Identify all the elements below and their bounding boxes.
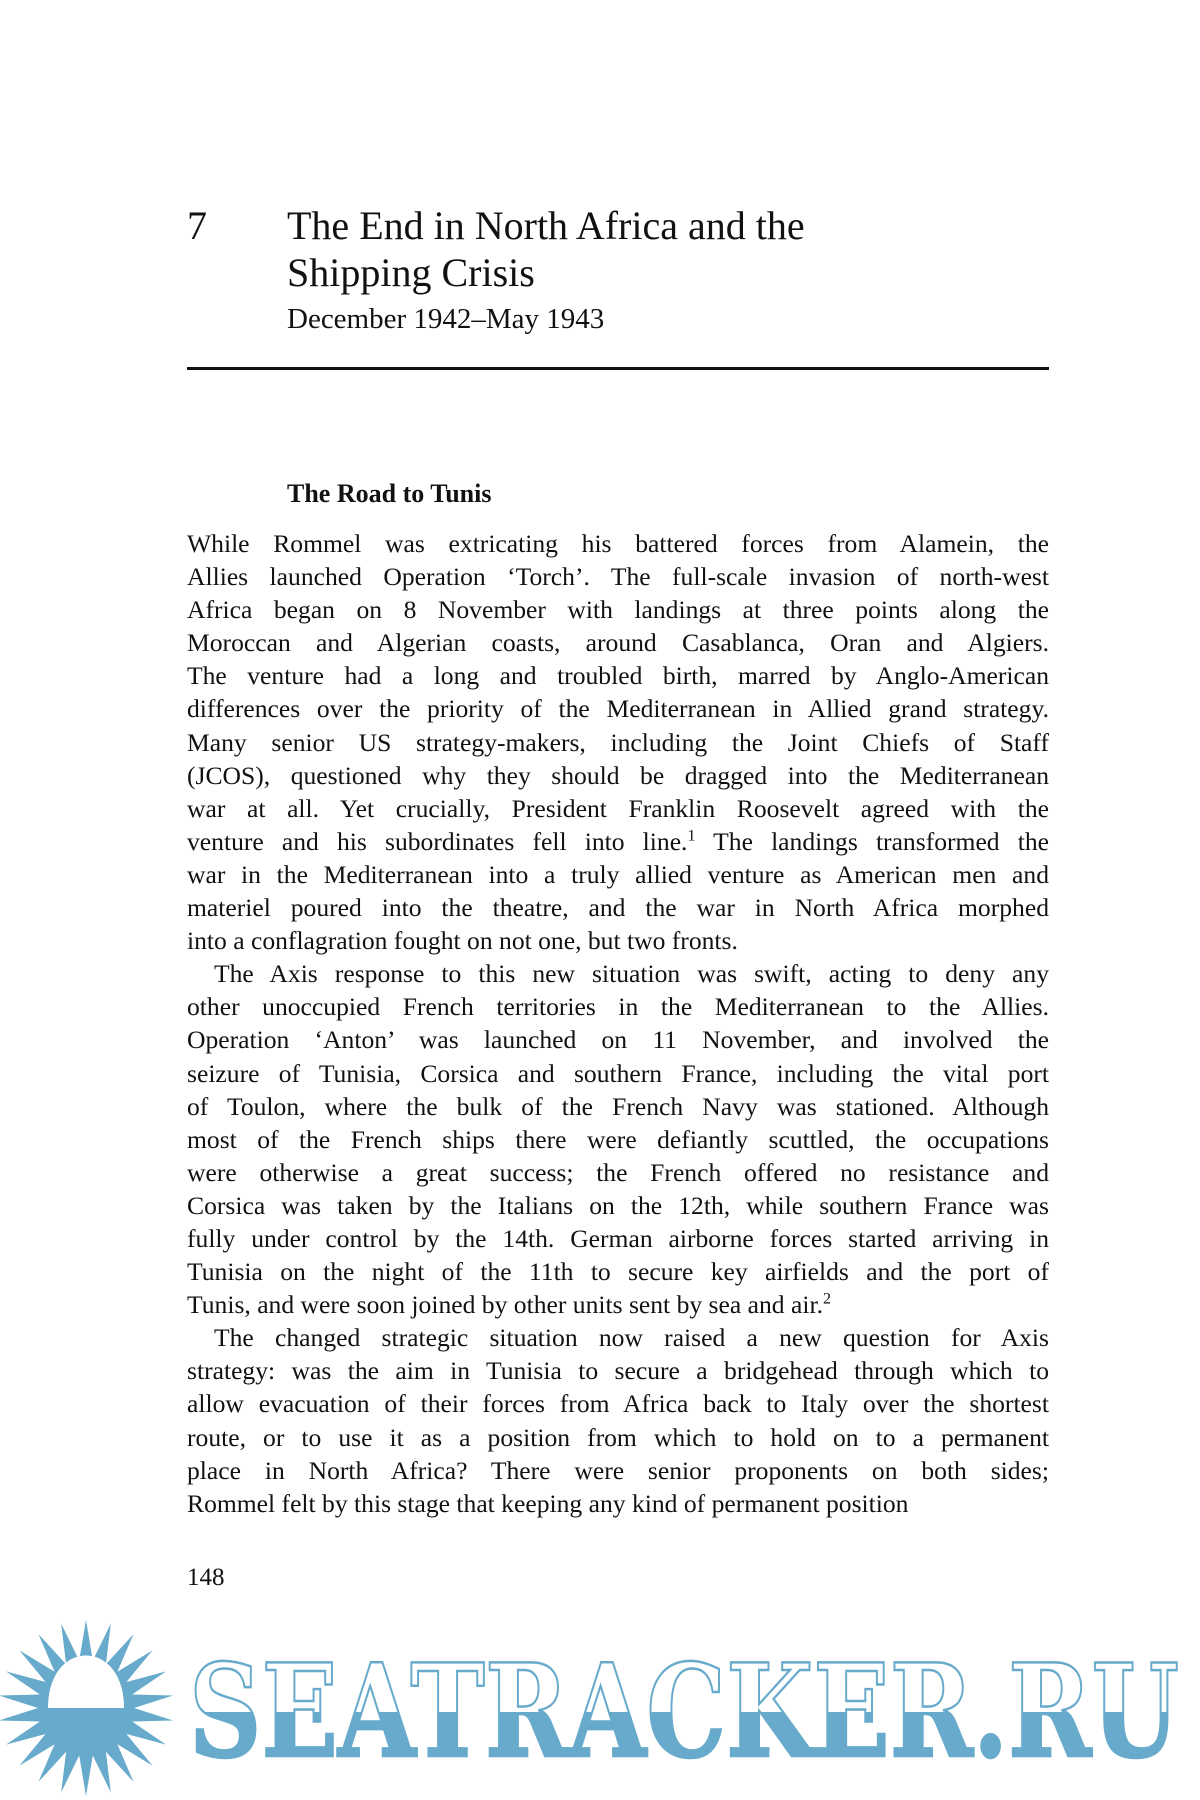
text-line: The changed strategic situation now raised a new question for Axis (214, 1323, 1049, 1353)
text-line: war at all. Yet crucially, President Franklin Roosevelt agreed with the (187, 793, 1049, 823)
text-line: place in North Africa? There were senior proponents on both sides; (187, 1455, 1049, 1485)
text-line: allow evacuation of their forces from Africa back to Italy over the shortest (187, 1389, 1049, 1419)
text-line: The Axis response to this new situation was swift, acting to deny any (214, 959, 1049, 989)
chapter-title-line-1: The End in North Africa and the (287, 203, 805, 248)
watermark-logo (0, 1620, 1200, 1800)
text-line: into a conflagration fought on not one, but two fronts. (187, 926, 738, 956)
text-line: most of the French ships there were defiantly scuttled, the occupations (187, 1124, 1049, 1154)
chapter-divider (187, 367, 1049, 370)
text-line: of Toulon, where the bulk of the French Navy was stationed. Although (187, 1091, 1049, 1121)
text-line: differences over the priority of the Mediterranean in Allied grand strategy. (187, 694, 1049, 724)
watermark-text: SEATRACKER.RU (189, 1637, 1179, 1787)
section-heading: The Road to Tunis (287, 479, 492, 508)
text-line: (JCOS), questioned why they should be dragged into the Mediterranean (187, 760, 1049, 790)
chapter-subtitle: December 1942–May 1943 (287, 303, 605, 335)
text-line: Tunis, and were soon joined by other units sent by sea and air.$^2$ (187, 1290, 831, 1320)
text-line: Allies launched Operation ‘Torch’. The full-scale invasion of north-west (187, 562, 1049, 592)
text-line: venture and his subordinates fell into line.$^1$ The landings transformed the (187, 826, 1050, 856)
text-line: Rommel felt by this stage that keeping any kind of permanent position (187, 1488, 909, 1518)
text-line: Africa began on 8 November with landings at three points along the (187, 595, 1049, 625)
page-number: 148 (187, 1564, 225, 1591)
text-line: other unoccupied French territories in the Mediterranean to the Allies. (187, 992, 1049, 1022)
text-line: were otherwise a great success; the French offered no resistance and (187, 1157, 1049, 1187)
footnote-marker[interactable]: 1 (687, 827, 696, 845)
footnote-marker[interactable]: 2 (822, 1290, 831, 1308)
text-line: Tunisia on the night of the 11th to secure key airfields and the port of (187, 1257, 1049, 1287)
text-line: Corsica was taken by the Italians on the 12th, while southern France was (187, 1190, 1049, 1220)
text-line: Moroccan and Algerian coasts, around Casablanca, Oran and Algiers. (187, 628, 1049, 658)
text-line: war in the Mediterranean into a truly allied venture as American men and (187, 859, 1049, 889)
text-line: The venture had a long and troubled birth, marred by Anglo-American (187, 661, 1049, 691)
chapter-number: 7 (187, 203, 207, 248)
text-line: materiel poured into the theatre, and the war in North Africa morphed (187, 893, 1049, 923)
text-line: Many senior US strategy-makers, including the Joint Chiefs of Staff (187, 727, 1049, 757)
text-line: strategy: was the aim in Tunisia to secure a bridgehead through which to (187, 1356, 1049, 1386)
text-line: route, or to use it as a position from which to hold on to a permanent (187, 1422, 1049, 1452)
text-line: fully under control by the 14th. German airborne forces started arriving in (187, 1223, 1049, 1253)
text-line: seizure of Tunisia, Corsica and southern France, including the vital port (187, 1058, 1049, 1088)
text-line: While Rommel was extricating his battered forces from Alamein, the (187, 529, 1049, 558)
text-line: Operation ‘Anton’ was launched on 11 November, and involved the (187, 1025, 1049, 1055)
body-text (187, 527, 1049, 1520)
sun-icon (0, 1620, 173, 1796)
chapter-title-line-2: Shipping Crisis (287, 250, 535, 295)
